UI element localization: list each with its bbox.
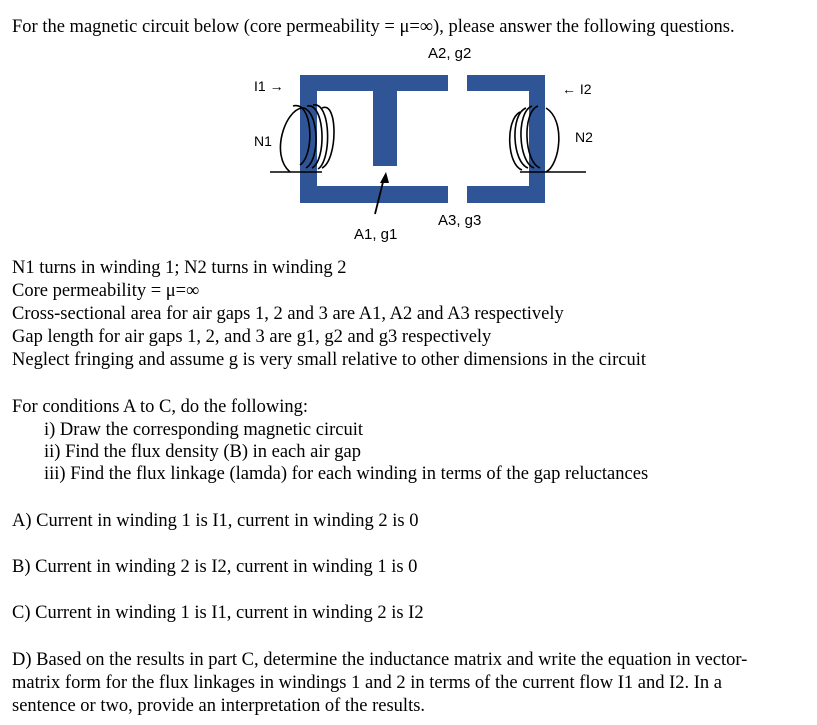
core-right-section <box>467 75 545 203</box>
part-d-line-2: matrix form for the flux linkages in windings 1 and 2 in terms of the current flow I1 and I2. In a <box>12 673 723 693</box>
conditions-intro: For conditions A to C, do the following: <box>12 397 309 417</box>
task-iii: iii) Find the flux linkage (lamda) for each winding in terms of the gap reluctances <box>44 464 649 484</box>
given-line-3: Cross-sectional area for air gaps 1, 2 and 3 are A1, A2 and A3 respectively <box>12 304 564 324</box>
core <box>300 75 545 203</box>
label-n1: N1 <box>254 133 272 149</box>
task-i: i) Draw the corresponding magnetic circuit <box>44 420 364 440</box>
label-a3-g3: A3, g3 <box>438 212 482 229</box>
core-center-leg <box>373 91 397 166</box>
task-ii: ii) Find the flux density (B) in each air gap <box>44 442 361 462</box>
given-line-1: N1 turns in winding 1; N2 turns in winding 2 <box>12 258 347 278</box>
part-d-line-3: sentence or two, provide an interpretation of the results. <box>12 696 426 716</box>
part-b: B) Current in winding 2 is I2, current in winding 1 is 0 <box>12 557 418 577</box>
part-c: C) Current in winding 1 is I1, current in winding 2 is I2 <box>12 603 424 623</box>
given-line-2: Core permeability = μ=∞ <box>12 281 200 301</box>
label-current-i1: I1 → <box>254 78 284 94</box>
part-d-line-1: D) Based on the results in part C, determine the inductance matrix and write the equation in vector- <box>12 650 748 670</box>
label-a1-g1: A1, g1 <box>354 226 398 243</box>
label-n2: N2 <box>575 129 593 145</box>
label-a2-g2: A2, g2 <box>428 45 472 62</box>
given-line-5: Neglect fringing and assume g is very small relative to other dimensions in the circuit <box>12 350 646 370</box>
magnetic-circuit-diagram <box>0 0 817 260</box>
intro-text: For the magnetic circuit below (core permeability = μ=∞), please answer the following questions. <box>12 17 735 37</box>
part-a: A) Current in winding 1 is I1, current in winding 2 is 0 <box>12 511 419 531</box>
given-line-4: Gap length for air gaps 1, 2, and 3 are g1, g2 and g3 respectively <box>12 327 492 347</box>
label-current-i2: ← I2 <box>562 81 592 97</box>
